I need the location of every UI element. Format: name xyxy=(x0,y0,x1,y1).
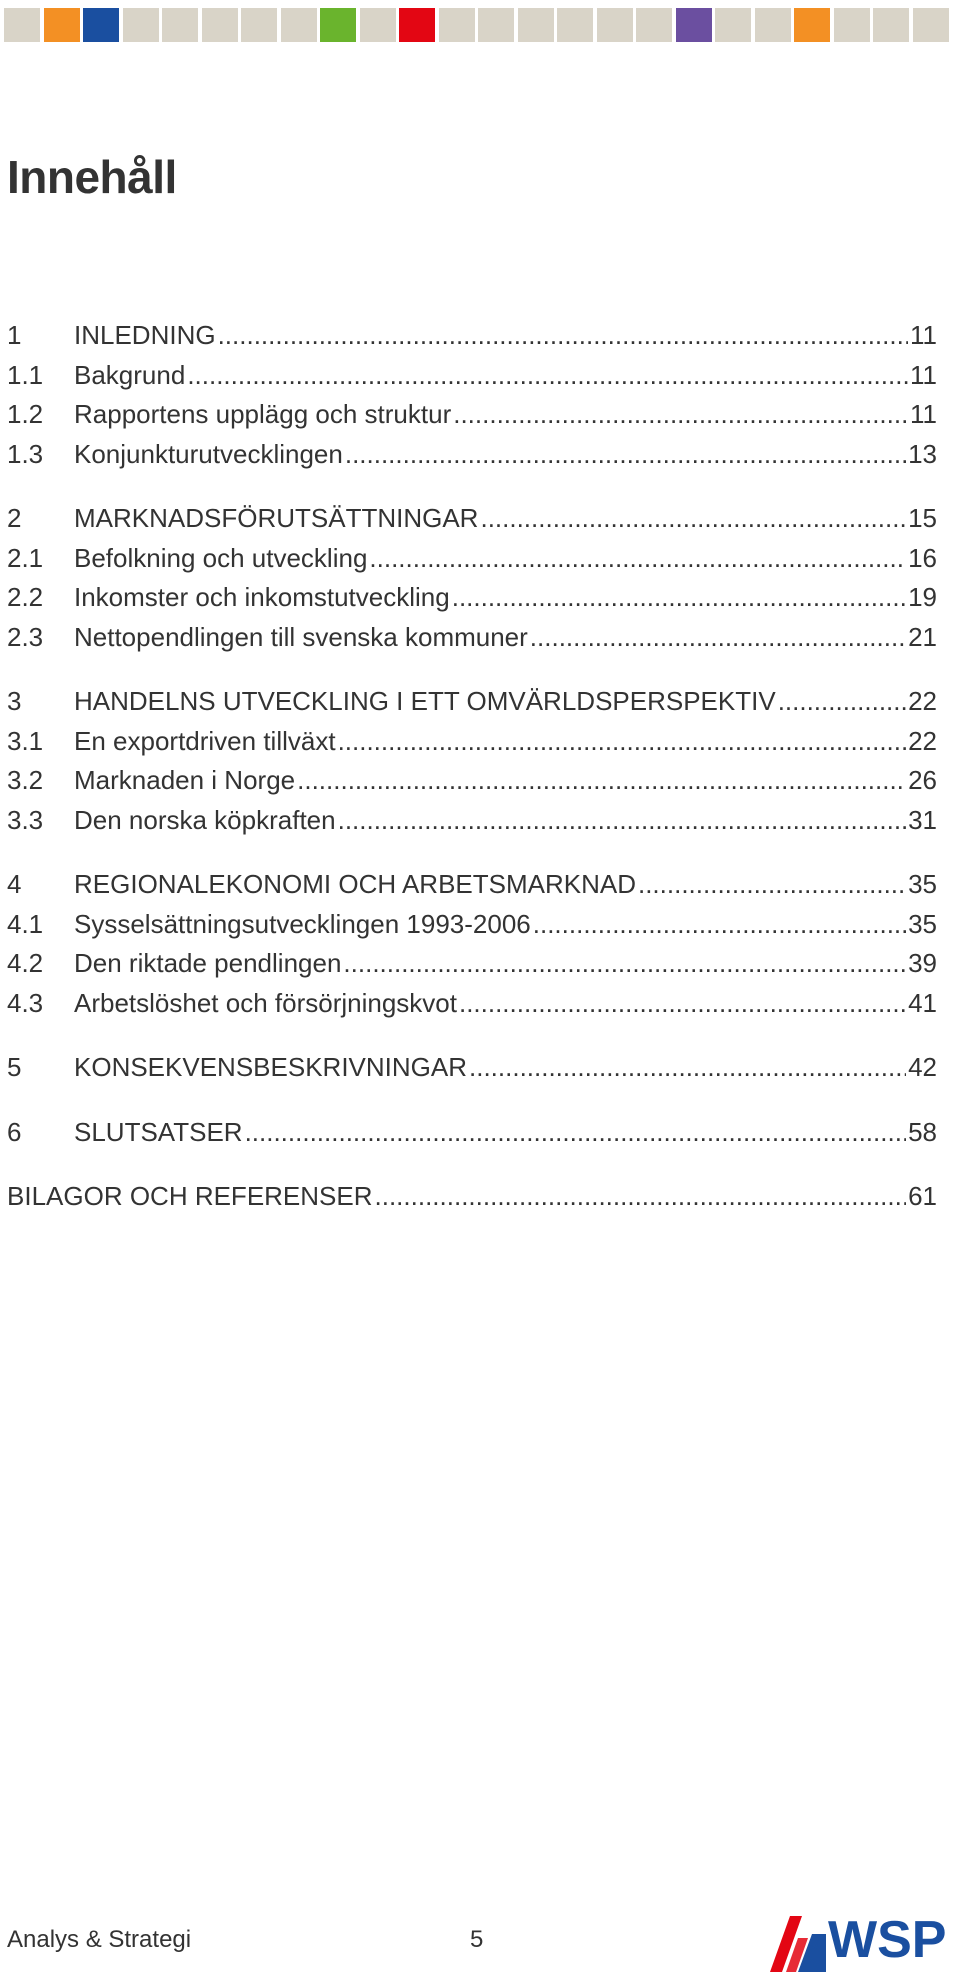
color-square xyxy=(557,8,593,42)
toc-dot-leader xyxy=(638,865,906,905)
toc-entry-number: 5 xyxy=(7,1052,22,1082)
toc-entry-number: 2 xyxy=(7,503,22,533)
toc-entry[interactable] xyxy=(7,578,937,618)
color-square xyxy=(518,8,554,42)
toc-dot-leader xyxy=(469,1048,906,1088)
toc-dot-leader xyxy=(778,682,906,722)
toc-entry-title: Nettopendlingen till svenska kommuner xyxy=(74,621,528,652)
toc-entry-page: 41 xyxy=(908,987,937,1018)
toc-entry-page: 11 xyxy=(910,359,937,390)
color-square xyxy=(320,8,356,42)
toc-entry-page: 58 xyxy=(908,1116,937,1147)
toc-entry-number: 3.3 xyxy=(7,804,44,835)
toc-entry[interactable] xyxy=(7,316,937,356)
toc-entry[interactable] xyxy=(7,984,937,1024)
toc-entry-number: 3 xyxy=(7,686,22,716)
toc-entry[interactable] xyxy=(7,1048,937,1088)
toc-dot-leader xyxy=(218,316,908,356)
toc-entry-title: MARKNADSFÖRUTSÄTTNINGAR xyxy=(74,503,479,533)
color-square xyxy=(162,8,198,42)
toc-dot-leader xyxy=(459,984,906,1024)
toc-entry-number: 1 xyxy=(7,320,22,350)
toc-entry-number: 3.1 xyxy=(7,725,44,756)
toc-dot-leader xyxy=(297,761,906,801)
toc-dot-leader xyxy=(452,578,906,618)
toc-entry-number: 6 xyxy=(7,1116,22,1147)
color-square xyxy=(399,8,435,42)
toc-entry-title: Arbetslöshet och försörjningskvot xyxy=(74,987,457,1018)
toc-entry-number: 2.3 xyxy=(7,621,44,652)
color-square xyxy=(636,8,672,42)
toc-entry-page: 35 xyxy=(908,908,937,939)
toc-entry-title: KONSEKVENSBESKRIVNINGAR xyxy=(74,1052,467,1082)
toc-dot-leader xyxy=(369,539,906,579)
color-square xyxy=(755,8,791,42)
color-square xyxy=(913,8,949,42)
footer-page-number: 5 xyxy=(470,1926,484,1953)
toc-entry[interactable] xyxy=(7,499,937,539)
color-square xyxy=(281,8,317,42)
toc-entry-title: Den norska köpkraften xyxy=(74,804,336,835)
toc-entry-title: Bakgrund xyxy=(74,359,186,390)
toc-entry[interactable] xyxy=(7,905,937,945)
toc-entry-number: 4 xyxy=(7,869,22,899)
toc-entry[interactable] xyxy=(7,435,937,475)
toc-entry[interactable] xyxy=(7,1177,937,1217)
toc-entry-page: 11 xyxy=(910,399,937,429)
toc-entry-page: 11 xyxy=(910,320,937,350)
color-square xyxy=(83,8,119,42)
color-square xyxy=(794,8,830,42)
toc-dot-leader xyxy=(375,1177,907,1217)
toc-entry[interactable] xyxy=(7,1113,937,1153)
toc-entry-title: INLEDNING xyxy=(74,320,216,350)
toc-entry[interactable] xyxy=(7,865,937,905)
toc-entry-title: BILAGOR OCH REFERENSER xyxy=(7,1181,373,1211)
toc-dot-leader xyxy=(453,395,908,435)
toc-entry-page: 16 xyxy=(908,542,937,573)
color-square xyxy=(4,8,40,42)
toc-entry-title: Konjunkturutvecklingen xyxy=(74,438,343,469)
toc-entry-title: Inkomster och inkomstutveckling xyxy=(74,582,450,612)
color-square xyxy=(873,8,909,42)
toc-entry-title: Den riktade pendlingen xyxy=(74,948,342,978)
toc-entry-number: 2.1 xyxy=(7,542,44,573)
wsp-logo-icon xyxy=(768,1912,828,1974)
toc-entry-page: 13 xyxy=(908,438,937,469)
color-square xyxy=(241,8,277,42)
toc-entry-page: 19 xyxy=(908,582,937,612)
toc-entry-title: Marknaden i Norge xyxy=(74,765,296,795)
color-square xyxy=(834,8,870,42)
color-square xyxy=(439,8,475,42)
toc-dot-leader xyxy=(530,618,906,658)
toc-dot-leader xyxy=(245,1113,907,1153)
toc-entry[interactable] xyxy=(7,356,937,396)
color-square xyxy=(478,8,514,42)
toc-entry[interactable] xyxy=(7,682,937,722)
toc-entry-title: En exportdriven tillväxt xyxy=(74,725,336,756)
toc-entry-page: 42 xyxy=(908,1052,937,1082)
toc-entry-page: 22 xyxy=(908,725,937,756)
color-square xyxy=(715,8,751,42)
toc-entry-page: 35 xyxy=(908,869,937,899)
wsp-logo-text: WSP xyxy=(828,1911,947,1969)
toc-entry-number: 1.3 xyxy=(7,438,44,469)
toc-entry[interactable] xyxy=(7,539,937,579)
toc-entry-page: 31 xyxy=(908,804,937,835)
toc-entry-number: 3.2 xyxy=(7,765,44,795)
toc-entry-title: SLUTSATSER xyxy=(74,1116,243,1147)
toc-entry[interactable] xyxy=(7,395,937,435)
header-color-bar xyxy=(4,8,952,42)
toc-entry[interactable] xyxy=(7,801,937,841)
toc-entry-title: Rapportens upplägg och struktur xyxy=(74,399,452,429)
color-square xyxy=(676,8,712,42)
color-square xyxy=(202,8,238,42)
toc-dot-leader xyxy=(533,905,906,945)
toc-entry[interactable] xyxy=(7,761,937,801)
toc-dot-leader xyxy=(338,722,907,762)
toc-entry[interactable] xyxy=(7,944,937,984)
toc-dot-leader xyxy=(343,944,906,984)
toc-entry-number: 4.2 xyxy=(7,948,44,978)
toc-entry-page: 26 xyxy=(908,765,937,795)
toc-entry-number: 2.2 xyxy=(7,582,44,612)
toc-entry-number: 4.3 xyxy=(7,987,44,1018)
footer-company-name: Analys & Strategi xyxy=(7,1926,192,1953)
toc-entry-title: HANDELNS UTVECKLING I ETT OMVÄRLDSPERSPEKTIV xyxy=(74,686,776,716)
toc-entry-page: 61 xyxy=(908,1181,937,1211)
toc-dot-leader xyxy=(338,801,906,841)
color-square xyxy=(597,8,633,42)
toc-entry-number: 1.1 xyxy=(7,359,44,390)
toc-entry-page: 15 xyxy=(908,503,937,533)
page-title: Innehåll xyxy=(7,151,177,203)
toc-entry-title: Befolkning och utveckling xyxy=(74,542,368,573)
toc-entry[interactable] xyxy=(7,618,937,658)
toc-entry-page: 22 xyxy=(908,686,937,716)
toc-entry-number: 4.1 xyxy=(7,908,44,939)
toc-entry-title: REGIONALEKONOMI OCH ARBETSMARKNAD xyxy=(74,869,636,899)
toc-dot-leader xyxy=(345,435,906,475)
table-of-contents xyxy=(7,316,937,1217)
wsp-logo xyxy=(768,1912,958,1974)
toc-entry-page: 21 xyxy=(908,621,937,652)
toc-entry-number: 1.2 xyxy=(7,399,44,429)
toc-dot-leader xyxy=(480,499,906,539)
color-square xyxy=(44,8,80,42)
toc-entry-page: 39 xyxy=(908,948,937,978)
toc-entry[interactable] xyxy=(7,722,937,762)
color-square xyxy=(360,8,396,42)
color-square xyxy=(123,8,159,42)
toc-dot-leader xyxy=(187,356,908,396)
toc-entry-title: Sysselsättningsutvecklingen 1993-2006 xyxy=(74,908,531,939)
